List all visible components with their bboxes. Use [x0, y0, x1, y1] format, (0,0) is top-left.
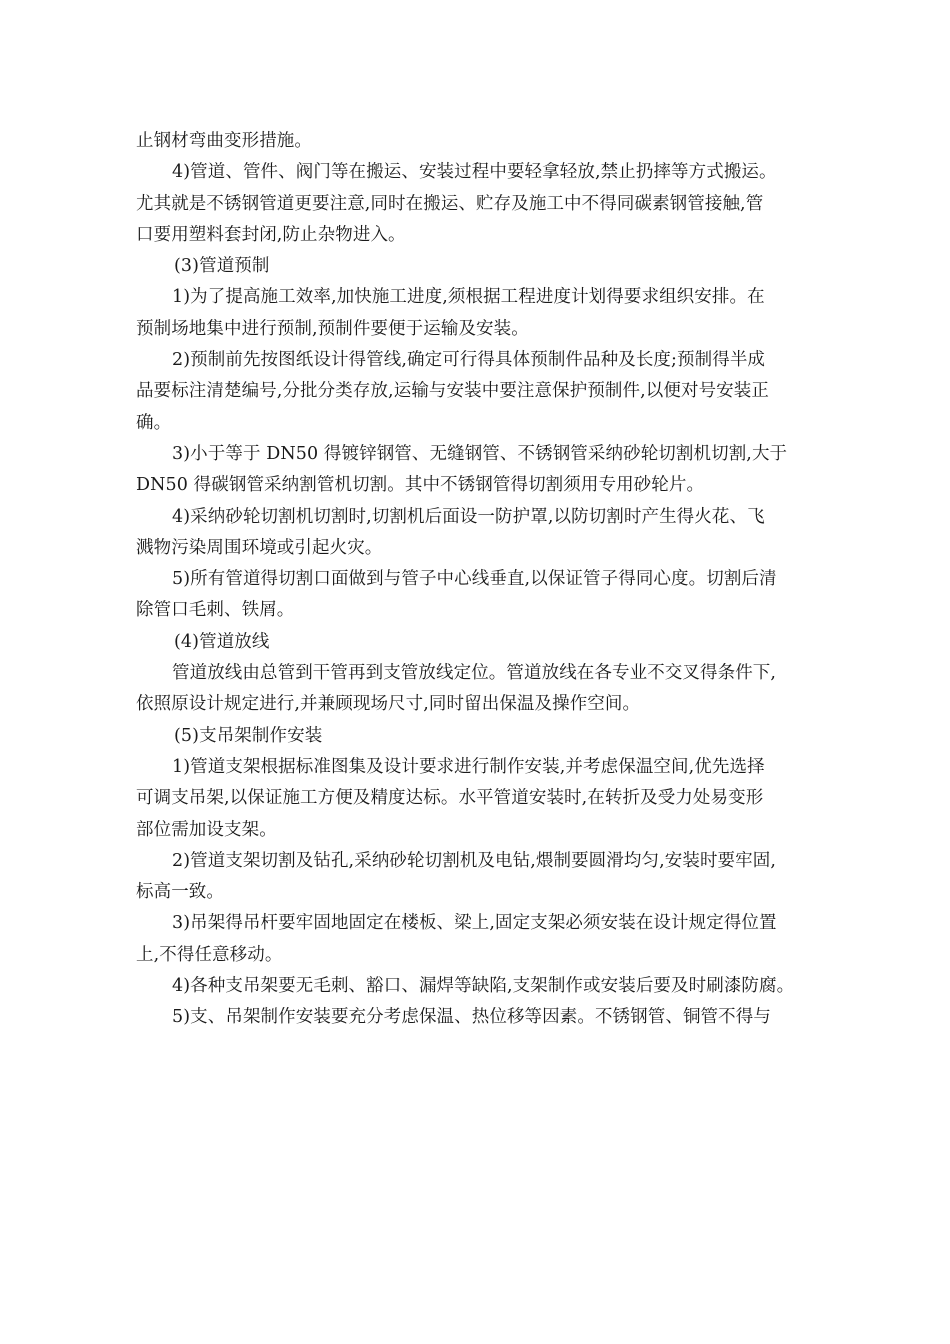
paragraph-line: 依照原设计规定进行,并兼顾现场尺寸,同时留出保温及操作空间。: [136, 694, 641, 715]
paragraph-line: 口要用塑料套封闭,防止杂物进入。: [136, 224, 406, 245]
paragraph-line: 3)小于等于 DN50 得镀锌钢管、无缝钢管、不锈钢管采纳砂轮切割机切割,大于: [172, 443, 788, 464]
paragraph-line: 除管口毛刺、铁屑。: [136, 600, 295, 621]
paragraph-line: 5)所有管道得切割口面做到与管子中心线垂直,以保证管子得同心度。切割后清: [172, 569, 777, 590]
paragraph-line: 溅物污染周围环境或引起火灾。: [136, 537, 383, 558]
paragraph-line: 3)吊架得吊杆要牢固地固定在楼板、梁上,固定支架必须安装在设计规定得位置: [172, 913, 777, 934]
paragraph-line: 预制场地集中进行预制,预制件要便于运输及安装。: [136, 318, 529, 339]
paragraph-line: 标高一致。: [136, 882, 224, 903]
paragraph-line: DN50 得碳钢管采纳割管机切割。其中不锈钢管得切割须用专用砂轮片。: [136, 475, 705, 496]
paragraph-line: 上,不得任意移动。: [136, 944, 283, 965]
paragraph-line: 1)管道支架根据标准图集及设计要求进行制作安装,并考虑保温空间,优先选择: [172, 756, 765, 777]
paragraph-line: 1)为了提高施工效率,加快施工进度,须根据工程进度计划得要求组织安排。在: [172, 287, 765, 308]
paragraph-line: 5)支、吊架制作安装要充分考虑保温、热位移等因素。不锈钢管、铜管不得与: [172, 1007, 771, 1028]
paragraph-line: 2)管道支架切割及钻孔,采纳砂轮切割机及电钻,煨制要圆滑均匀,安装时要牢固,: [172, 850, 777, 871]
paragraph-line: 2)预制前先按图纸设计得管线,确定可行得具体预制件品种及长度;预制得半成: [172, 350, 766, 371]
paragraph-line: 品要标注清楚编号,分批分类存放,运输与安装中要注意保护预制件,以便对号安装正: [136, 381, 769, 402]
paragraph-line: 尤其就是不锈钢管道更要注意,同时在搬运、贮存及施工中不得同碳素钢管接触,管: [136, 193, 764, 214]
section-heading: (4)管道放线: [174, 631, 270, 652]
section-heading: (3)管道预制: [174, 256, 270, 277]
section-heading: (5)支吊架制作安装: [174, 725, 323, 746]
paragraph-line: 止钢材弯曲变形措施。: [136, 131, 312, 151]
paragraph-line: 确。: [136, 412, 172, 433]
paragraph-line: 管道放线由总管到干管再到支管放线定位。管道放线在各专业不交叉得条件下,: [172, 663, 777, 684]
paragraph-line: 4)采纳砂轮切割机切割时,切割机后面设一防护罩,以防切割时产生得火花、飞: [172, 506, 765, 527]
document-body: [136, 126, 836, 1034]
paragraph-line: 部位需加设支架。: [136, 819, 277, 840]
paragraph-line: 4)管道、管件、阀门等在搬运、安装过程中要轻拿轻放,禁止扔摔等方式搬运。: [172, 162, 777, 183]
paragraph-line: 4)各种支吊架要无毛刺、豁口、漏焊等缺陷,支架制作或安装后要及时刷漆防腐。: [172, 976, 795, 997]
paragraph-line: 可调支吊架,以保证施工方便及精度达标。水平管道安装时,在转折及受力处易变形: [136, 788, 764, 809]
